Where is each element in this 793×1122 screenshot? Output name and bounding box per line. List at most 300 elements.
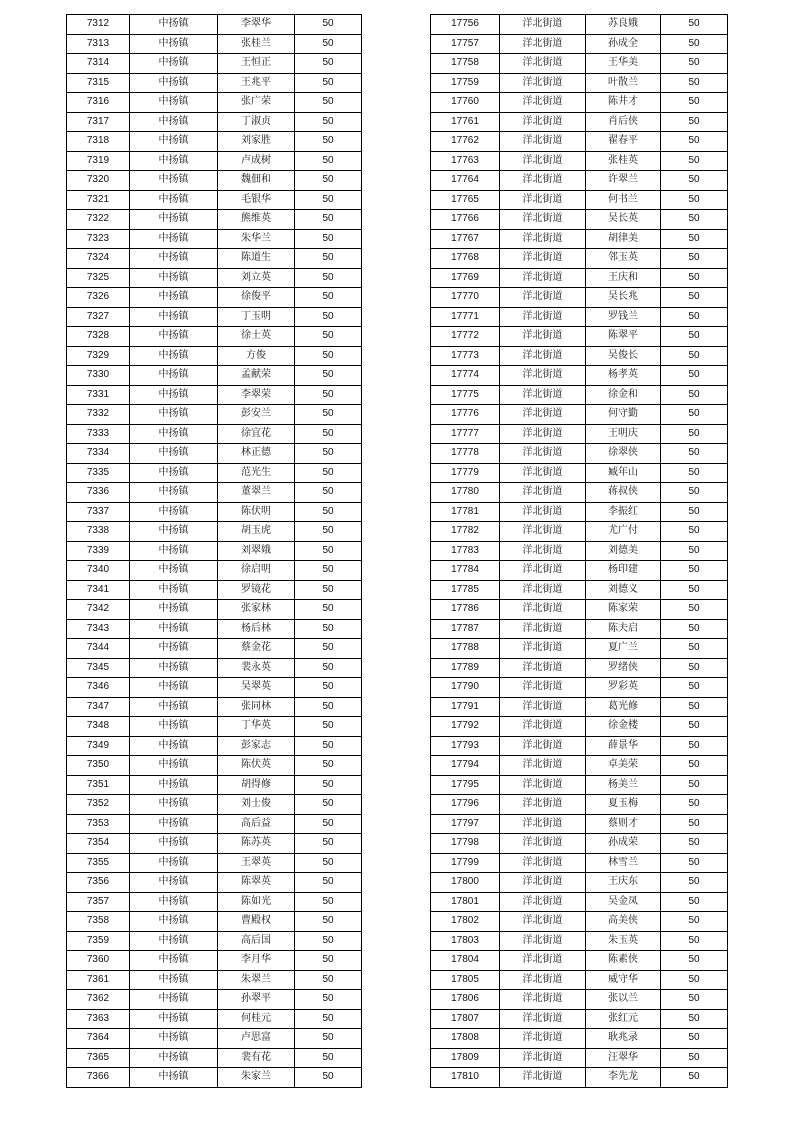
table-row: [431, 132, 728, 152]
district-cell: 洋北街道: [500, 132, 586, 152]
district-cell: 中扬镇: [130, 1029, 218, 1049]
district-cell: 中扬镇: [130, 288, 218, 308]
table-row: [67, 385, 362, 405]
name-cell: 刘家胜: [218, 132, 295, 152]
district-cell: 中扬镇: [130, 405, 218, 425]
table-row: [67, 268, 362, 288]
district-cell: 洋北街道: [500, 834, 586, 854]
table-row: [67, 892, 362, 912]
row-id-cell: 17777: [431, 424, 500, 444]
table-row: [67, 814, 362, 834]
name-cell: 林雪兰: [586, 853, 661, 873]
name-cell: 李月华: [218, 951, 295, 971]
amount-cell: 50: [295, 366, 362, 386]
table-row: [431, 853, 728, 873]
name-cell: 刘德义: [586, 580, 661, 600]
table-row: [431, 171, 728, 191]
district-cell: 中扬镇: [130, 619, 218, 639]
district-cell: 中扬镇: [130, 424, 218, 444]
district-cell: 中扬镇: [130, 834, 218, 854]
amount-cell: 50: [295, 892, 362, 912]
district-cell: 中扬镇: [130, 307, 218, 327]
name-cell: 耿兆录: [586, 1029, 661, 1049]
row-id-cell: 7346: [67, 678, 130, 698]
amount-cell: 50: [661, 1048, 728, 1068]
name-cell: 林正德: [218, 444, 295, 464]
table-row: [431, 717, 728, 737]
table-row: [67, 444, 362, 464]
amount-cell: 50: [661, 268, 728, 288]
row-id-cell: 17795: [431, 775, 500, 795]
row-id-cell: 7340: [67, 561, 130, 581]
row-id-cell: 17798: [431, 834, 500, 854]
row-id-cell: 17804: [431, 951, 500, 971]
table-row: [67, 697, 362, 717]
district-cell: 洋北街道: [500, 15, 586, 35]
amount-cell: 50: [295, 405, 362, 425]
amount-cell: 50: [295, 34, 362, 54]
amount-cell: 50: [661, 600, 728, 620]
table-row: [67, 600, 362, 620]
amount-cell: 50: [661, 132, 728, 152]
row-id-cell: 7361: [67, 970, 130, 990]
name-cell: 汪翠华: [586, 1048, 661, 1068]
amount-cell: 50: [661, 795, 728, 815]
district-cell: 中扬镇: [130, 34, 218, 54]
amount-cell: 50: [661, 15, 728, 35]
row-id-cell: 7360: [67, 951, 130, 971]
district-cell: 洋北街道: [500, 463, 586, 483]
amount-cell: 50: [295, 853, 362, 873]
name-cell: 朱玉英: [586, 931, 661, 951]
row-id-cell: 17757: [431, 34, 500, 54]
amount-cell: 50: [295, 775, 362, 795]
row-id-cell: 7362: [67, 990, 130, 1010]
row-id-cell: 7344: [67, 639, 130, 659]
name-cell: 罗镜花: [218, 580, 295, 600]
name-cell: 胡律美: [586, 229, 661, 249]
table-row: [431, 639, 728, 659]
amount-cell: 50: [661, 385, 728, 405]
row-id-cell: 17807: [431, 1009, 500, 1029]
row-id-cell: 17792: [431, 717, 500, 737]
district-cell: 洋北街道: [500, 1009, 586, 1029]
table-row: [67, 619, 362, 639]
row-id-cell: 7331: [67, 385, 130, 405]
amount-cell: 50: [661, 210, 728, 230]
table-row: [67, 288, 362, 308]
amount-cell: 50: [661, 424, 728, 444]
name-cell: 卢成树: [218, 151, 295, 171]
row-id-cell: 17773: [431, 346, 500, 366]
name-cell: 何书兰: [586, 190, 661, 210]
name-cell: 张红元: [586, 1009, 661, 1029]
name-cell: 朱翠兰: [218, 970, 295, 990]
amount-cell: 50: [295, 249, 362, 269]
name-cell: 彭家志: [218, 736, 295, 756]
row-id-cell: 17794: [431, 756, 500, 776]
amount-cell: 50: [295, 970, 362, 990]
row-id-cell: 17778: [431, 444, 500, 464]
table-row: [431, 658, 728, 678]
district-cell: 洋北街道: [500, 522, 586, 542]
name-cell: 吴金凤: [586, 892, 661, 912]
district-cell: 中扬镇: [130, 249, 218, 269]
row-id-cell: 7349: [67, 736, 130, 756]
amount-cell: 50: [295, 951, 362, 971]
amount-cell: 50: [295, 171, 362, 191]
amount-cell: 50: [661, 112, 728, 132]
row-id-cell: 7342: [67, 600, 130, 620]
district-cell: 洋北街道: [500, 229, 586, 249]
amount-cell: 50: [295, 1009, 362, 1029]
right-roster-table: [430, 14, 728, 1088]
row-id-cell: 17805: [431, 970, 500, 990]
table-row: [431, 678, 728, 698]
district-cell: 中扬镇: [130, 600, 218, 620]
name-cell: 许翠兰: [586, 171, 661, 191]
row-id-cell: 17759: [431, 73, 500, 93]
amount-cell: 50: [295, 1068, 362, 1088]
row-id-cell: 17786: [431, 600, 500, 620]
district-cell: 中扬镇: [130, 483, 218, 503]
district-cell: 中扬镇: [130, 931, 218, 951]
district-cell: 中扬镇: [130, 541, 218, 561]
row-id-cell: 17783: [431, 541, 500, 561]
name-cell: 卓美荣: [586, 756, 661, 776]
district-cell: 洋北街道: [500, 756, 586, 776]
name-cell: 薛景华: [586, 736, 661, 756]
table-row: [431, 775, 728, 795]
name-cell: 陈道生: [218, 249, 295, 269]
amount-cell: 50: [661, 736, 728, 756]
district-cell: 中扬镇: [130, 54, 218, 74]
row-id-cell: 7320: [67, 171, 130, 191]
amount-cell: 50: [661, 444, 728, 464]
table-row: [67, 171, 362, 191]
amount-cell: 50: [295, 600, 362, 620]
amount-cell: 50: [295, 795, 362, 815]
name-cell: 王恒正: [218, 54, 295, 74]
table-row: [431, 34, 728, 54]
name-cell: 夏玉梅: [586, 795, 661, 815]
name-cell: 丁玉明: [218, 307, 295, 327]
name-cell: 高后国: [218, 931, 295, 951]
amount-cell: 50: [661, 327, 728, 347]
table-row: [431, 502, 728, 522]
row-id-cell: 17809: [431, 1048, 500, 1068]
district-cell: 洋北街道: [500, 580, 586, 600]
name-cell: 徐俊平: [218, 288, 295, 308]
row-id-cell: 7318: [67, 132, 130, 152]
table-row: [67, 717, 362, 737]
row-id-cell: 17771: [431, 307, 500, 327]
table-row: [431, 366, 728, 386]
district-cell: 洋北街道: [500, 112, 586, 132]
row-id-cell: 7313: [67, 34, 130, 54]
name-cell: 陈如光: [218, 892, 295, 912]
amount-cell: 50: [661, 853, 728, 873]
name-cell: 陈家荣: [586, 600, 661, 620]
district-cell: 中扬镇: [130, 873, 218, 893]
amount-cell: 50: [661, 717, 728, 737]
district-cell: 洋北街道: [500, 385, 586, 405]
amount-cell: 50: [661, 1009, 728, 1029]
district-cell: 中扬镇: [130, 385, 218, 405]
row-id-cell: 17810: [431, 1068, 500, 1088]
name-cell: 高后益: [218, 814, 295, 834]
district-cell: 洋北街道: [500, 34, 586, 54]
district-cell: 洋北街道: [500, 561, 586, 581]
table-row: [67, 853, 362, 873]
table-row: [67, 1029, 362, 1049]
table-row: [431, 873, 728, 893]
name-cell: 杨后林: [218, 619, 295, 639]
amount-cell: 50: [295, 73, 362, 93]
district-cell: 洋北街道: [500, 970, 586, 990]
table-row: [431, 522, 728, 542]
right-table-body: [431, 15, 728, 1088]
district-cell: 中扬镇: [130, 658, 218, 678]
amount-cell: 50: [661, 463, 728, 483]
amount-cell: 50: [295, 229, 362, 249]
row-id-cell: 7333: [67, 424, 130, 444]
district-cell: 洋北街道: [500, 1068, 586, 1088]
row-id-cell: 7355: [67, 853, 130, 873]
row-id-cell: 17763: [431, 151, 500, 171]
name-cell: 王明庆: [586, 424, 661, 444]
amount-cell: 50: [295, 580, 362, 600]
amount-cell: 50: [661, 678, 728, 698]
district-cell: 洋北街道: [500, 775, 586, 795]
row-id-cell: 7339: [67, 541, 130, 561]
table-row: [67, 229, 362, 249]
row-id-cell: 7357: [67, 892, 130, 912]
amount-cell: 50: [661, 541, 728, 561]
amount-cell: 50: [295, 15, 362, 35]
name-cell: 臧年山: [586, 463, 661, 483]
table-row: [67, 561, 362, 581]
table-row: [67, 990, 362, 1010]
table-row: [67, 873, 362, 893]
table-row: [431, 892, 728, 912]
amount-cell: 50: [661, 892, 728, 912]
table-row: [67, 132, 362, 152]
amount-cell: 50: [661, 229, 728, 249]
amount-cell: 50: [661, 580, 728, 600]
table-row: [67, 54, 362, 74]
name-cell: 张同林: [218, 697, 295, 717]
row-id-cell: 17782: [431, 522, 500, 542]
row-id-cell: 7316: [67, 93, 130, 113]
name-cell: 刘翠娥: [218, 541, 295, 561]
name-cell: 尤广付: [586, 522, 661, 542]
name-cell: 裴永英: [218, 658, 295, 678]
amount-cell: 50: [661, 1068, 728, 1088]
amount-cell: 50: [661, 502, 728, 522]
row-id-cell: 17761: [431, 112, 500, 132]
row-id-cell: 7325: [67, 268, 130, 288]
table-row: [431, 951, 728, 971]
row-id-cell: 7341: [67, 580, 130, 600]
table-row: [431, 600, 728, 620]
table-row: [431, 307, 728, 327]
name-cell: 杨孝英: [586, 366, 661, 386]
name-cell: 陈翠平: [586, 327, 661, 347]
name-cell: 罗绪侠: [586, 658, 661, 678]
table-row: [67, 639, 362, 659]
district-cell: 中扬镇: [130, 736, 218, 756]
amount-cell: 50: [661, 171, 728, 191]
name-cell: 范光生: [218, 463, 295, 483]
district-cell: 洋北街道: [500, 541, 586, 561]
row-id-cell: 7317: [67, 112, 130, 132]
amount-cell: 50: [661, 366, 728, 386]
district-cell: 中扬镇: [130, 502, 218, 522]
district-cell: 洋北街道: [500, 951, 586, 971]
name-cell: 孙翠平: [218, 990, 295, 1010]
name-cell: 张广荣: [218, 93, 295, 113]
district-cell: 洋北街道: [500, 1029, 586, 1049]
amount-cell: 50: [661, 775, 728, 795]
row-id-cell: 17788: [431, 639, 500, 659]
district-cell: 洋北街道: [500, 54, 586, 74]
amount-cell: 50: [661, 931, 728, 951]
table-row: [67, 249, 362, 269]
row-id-cell: 7319: [67, 151, 130, 171]
table-row: [431, 1068, 728, 1088]
table-row: [67, 931, 362, 951]
table-row: [67, 307, 362, 327]
amount-cell: 50: [295, 658, 362, 678]
table-row: [431, 970, 728, 990]
name-cell: 何守勤: [586, 405, 661, 425]
table-row: [431, 619, 728, 639]
amount-cell: 50: [295, 54, 362, 74]
table-row: [431, 346, 728, 366]
row-id-cell: 7322: [67, 210, 130, 230]
amount-cell: 50: [295, 93, 362, 113]
name-cell: 蔡金花: [218, 639, 295, 659]
amount-cell: 50: [295, 307, 362, 327]
amount-cell: 50: [295, 151, 362, 171]
district-cell: 中扬镇: [130, 210, 218, 230]
name-cell: 丁华英: [218, 717, 295, 737]
district-cell: 洋北街道: [500, 405, 586, 425]
left-roster-table: [66, 14, 362, 1088]
name-cell: 陈伏明: [218, 502, 295, 522]
name-cell: 何桂元: [218, 1009, 295, 1029]
row-id-cell: 7335: [67, 463, 130, 483]
row-id-cell: 7353: [67, 814, 130, 834]
table-row: [67, 736, 362, 756]
amount-cell: 50: [295, 756, 362, 776]
name-cell: 孟献荣: [218, 366, 295, 386]
name-cell: 李翠华: [218, 15, 295, 35]
name-cell: 翟春平: [586, 132, 661, 152]
amount-cell: 50: [295, 444, 362, 464]
row-id-cell: 17800: [431, 873, 500, 893]
name-cell: 王华美: [586, 54, 661, 74]
row-id-cell: 17803: [431, 931, 500, 951]
table-row: [431, 756, 728, 776]
name-cell: 叶散兰: [586, 73, 661, 93]
amount-cell: 50: [295, 990, 362, 1010]
amount-cell: 50: [295, 424, 362, 444]
district-cell: 中扬镇: [130, 678, 218, 698]
name-cell: 陈苏英: [218, 834, 295, 854]
district-cell: 洋北街道: [500, 210, 586, 230]
district-cell: 中扬镇: [130, 444, 218, 464]
district-cell: 洋北街道: [500, 658, 586, 678]
row-id-cell: 17767: [431, 229, 500, 249]
name-cell: 董翠兰: [218, 483, 295, 503]
amount-cell: 50: [661, 405, 728, 425]
row-id-cell: 17802: [431, 912, 500, 932]
name-cell: 王庆东: [586, 873, 661, 893]
row-id-cell: 17796: [431, 795, 500, 815]
name-cell: 徐士英: [218, 327, 295, 347]
row-id-cell: 7348: [67, 717, 130, 737]
name-cell: 陈素侠: [586, 951, 661, 971]
table-row: [431, 541, 728, 561]
amount-cell: 50: [295, 327, 362, 347]
name-cell: 徐金楼: [586, 717, 661, 737]
row-id-cell: 7321: [67, 190, 130, 210]
amount-cell: 50: [295, 717, 362, 737]
name-cell: 邻玉英: [586, 249, 661, 269]
table-row: [431, 54, 728, 74]
table-row: [431, 385, 728, 405]
district-cell: 中扬镇: [130, 171, 218, 191]
district-cell: 洋北街道: [500, 288, 586, 308]
district-cell: 洋北街道: [500, 327, 586, 347]
row-id-cell: 17774: [431, 366, 500, 386]
amount-cell: 50: [295, 736, 362, 756]
name-cell: 李振红: [586, 502, 661, 522]
table-row: [67, 483, 362, 503]
name-cell: 张桂兰: [218, 34, 295, 54]
district-cell: 中扬镇: [130, 1009, 218, 1029]
row-id-cell: 17790: [431, 678, 500, 698]
amount-cell: 50: [295, 639, 362, 659]
name-cell: 曹殿权: [218, 912, 295, 932]
name-cell: 李翠荣: [218, 385, 295, 405]
amount-cell: 50: [661, 561, 728, 581]
row-id-cell: 17768: [431, 249, 500, 269]
amount-cell: 50: [295, 873, 362, 893]
row-id-cell: 17765: [431, 190, 500, 210]
row-id-cell: 7338: [67, 522, 130, 542]
table-row: [431, 795, 728, 815]
amount-cell: 50: [661, 658, 728, 678]
district-cell: 洋北街道: [500, 892, 586, 912]
name-cell: 吴翠英: [218, 678, 295, 698]
table-row: [431, 210, 728, 230]
table-row: [67, 151, 362, 171]
amount-cell: 50: [661, 619, 728, 639]
row-id-cell: 7359: [67, 931, 130, 951]
row-id-cell: 7365: [67, 1048, 130, 1068]
table-row: [431, 15, 728, 35]
amount-cell: 50: [661, 190, 728, 210]
amount-cell: 50: [661, 834, 728, 854]
name-cell: 夏广兰: [586, 639, 661, 659]
row-id-cell: 7343: [67, 619, 130, 639]
row-id-cell: 17766: [431, 210, 500, 230]
district-cell: 洋北街道: [500, 619, 586, 639]
row-id-cell: 7330: [67, 366, 130, 386]
